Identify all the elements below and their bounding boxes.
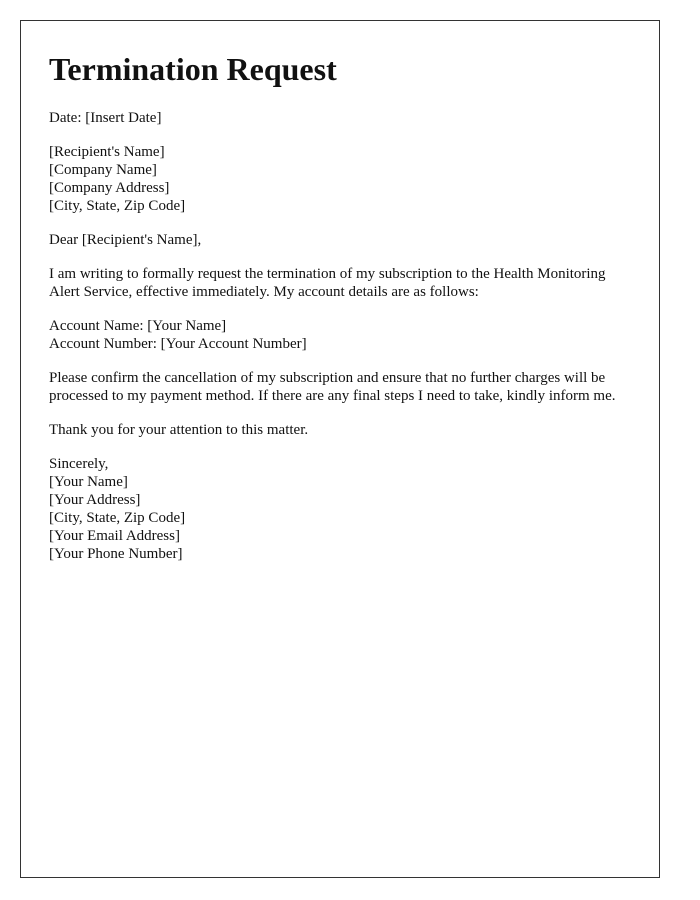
sender-phone: [Your Phone Number] (49, 546, 183, 562)
letter-page (20, 20, 660, 878)
date-line: Date: [Insert Date] (49, 110, 162, 126)
signature-block (49, 455, 633, 563)
paragraph-request: I am writing to formally request the termination of my subscription to the Health Monitoring Alert Service, effective immediately. My account details are as follows: (49, 266, 606, 300)
sender-email: [Your Email Address] (49, 528, 180, 544)
account-name-line: Account Name: [Your Name] (49, 318, 227, 334)
recipient-name: [Recipient's Name] (49, 144, 165, 160)
closing: Sincerely, (49, 456, 109, 472)
salutation: Dear [Recipient's Name], (49, 232, 202, 248)
paragraph-thanks: Thank you for your attention to this matter. (49, 422, 309, 438)
account-details (49, 317, 633, 353)
sender-name: [Your Name] (49, 474, 128, 490)
recipient-address: [Company Address] (49, 180, 170, 196)
letter-title: Termination Request (49, 51, 337, 87)
recipient-company: [Company Name] (49, 162, 157, 178)
letter-content (49, 49, 633, 579)
recipient-block (49, 143, 633, 215)
sender-city-state-zip: [City, State, Zip Code] (49, 510, 186, 526)
recipient-city-state-zip: [City, State, Zip Code] (49, 198, 186, 214)
paragraph-confirm: Please confirm the cancellation of my subscription and ensure that no further charges will be processed to my payment method. If there are any final steps I need to take, kindly inform me. (49, 370, 616, 404)
sender-address: [Your Address] (49, 492, 141, 508)
account-number-line: Account Number: [Your Account Number] (49, 336, 307, 352)
